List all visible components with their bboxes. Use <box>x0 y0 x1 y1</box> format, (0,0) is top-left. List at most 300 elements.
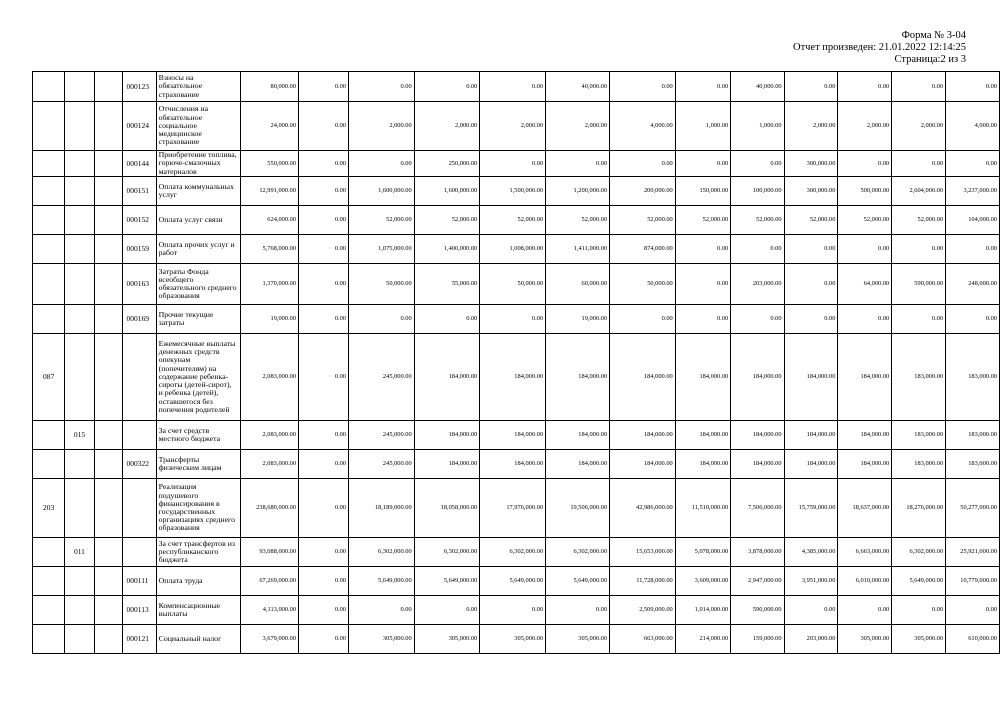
amount-cell: 1,008,000.00 <box>480 235 546 264</box>
amount-cell: 1,411,000.00 <box>546 235 610 264</box>
amount-cell: 2,000.00 <box>784 102 838 151</box>
amount-cell: 3,878,000.00 <box>731 538 784 567</box>
item-name-cell: Реализация подушевого финансирования в государственных организациях среднего образования <box>156 479 240 538</box>
amount-cell: 0.00 <box>784 72 838 102</box>
amount-cell: 0.00 <box>299 450 349 479</box>
amount-cell: 64,000.00 <box>838 264 892 305</box>
amount-cell: 0.00 <box>349 72 415 102</box>
amount-cell: 6,302,000.00 <box>349 538 415 567</box>
specifics-code-cell: 000151 <box>123 177 156 206</box>
item-name-cell: За счет средств местного бюджета <box>156 421 240 450</box>
subprogram-code-cell <box>65 305 95 334</box>
amount-cell: 2,509,000.00 <box>610 596 676 625</box>
item-name-cell: Затраты Фонда всеобщего обязательного среднего образования <box>156 264 240 305</box>
amount-cell: 0.00 <box>946 305 1000 334</box>
amount-cell: 0.00 <box>675 305 730 334</box>
table-row <box>33 102 1000 151</box>
program-code-cell <box>33 567 65 596</box>
amount-cell: 0.00 <box>784 264 838 305</box>
amount-cell: 0.00 <box>299 596 349 625</box>
amount-cell: 5,649,000.00 <box>480 567 546 596</box>
amount-cell: 0.00 <box>299 206 349 235</box>
amount-cell: 80,000.00 <box>240 72 299 102</box>
amount-cell: 52,000.00 <box>480 206 546 235</box>
amount-cell: 40,000.00 <box>546 72 610 102</box>
amount-cell: 2,083,000.00 <box>240 421 299 450</box>
item-name-cell: Отчисления на обязательное социальное медицинское страхование <box>156 102 240 151</box>
amount-cell: 184,000.00 <box>838 450 892 479</box>
amount-cell: 2,083,000.00 <box>240 450 299 479</box>
amount-cell: 184,000.00 <box>414 450 480 479</box>
amount-cell: 2,000.00 <box>892 102 946 151</box>
amount-cell: 183,000.00 <box>892 421 946 450</box>
amount-cell: 18,189,000.00 <box>349 479 415 538</box>
empty-cell <box>94 596 123 625</box>
amount-cell: 10,779,000.00 <box>946 567 1000 596</box>
amount-cell: 52,000.00 <box>349 206 415 235</box>
subprogram-code-cell <box>65 264 95 305</box>
specifics-code-cell <box>123 479 156 538</box>
item-name-cell: Социальный налог <box>156 625 240 654</box>
amount-cell: 1,600,000.00 <box>414 177 480 206</box>
amount-cell: 25,921,000.00 <box>946 538 1000 567</box>
amount-cell: 50,000.00 <box>480 264 546 305</box>
amount-cell: 1,500,000.00 <box>480 177 546 206</box>
amount-cell: 183,000.00 <box>946 334 1000 421</box>
amount-cell: 184,000.00 <box>414 334 480 421</box>
program-code-cell <box>33 72 65 102</box>
amount-cell: 18,276,000.00 <box>892 479 946 538</box>
amount-cell: 500,000.00 <box>838 177 892 206</box>
amount-cell: 0.00 <box>546 596 610 625</box>
table-row <box>33 567 1000 596</box>
amount-cell: 184,000.00 <box>546 334 610 421</box>
table-row <box>33 264 1000 305</box>
amount-cell: 0.00 <box>480 305 546 334</box>
table-row <box>33 479 1000 538</box>
amount-cell: 0.00 <box>610 151 676 177</box>
amount-cell: 0.00 <box>299 305 349 334</box>
amount-cell: 5,649,000.00 <box>546 567 610 596</box>
item-name-cell: Оплата услуг связи <box>156 206 240 235</box>
empty-cell <box>94 450 123 479</box>
amount-cell: 0.00 <box>299 72 349 102</box>
amount-cell: 52,000.00 <box>784 206 838 235</box>
amount-cell: 663,000.00 <box>610 625 676 654</box>
amount-cell: 3,609,000.00 <box>675 567 730 596</box>
amount-cell: 0.00 <box>349 596 415 625</box>
amount-cell: 214,000.00 <box>675 625 730 654</box>
amount-cell: 42,986,000.00 <box>610 479 676 538</box>
amount-cell: 19,000.00 <box>546 305 610 334</box>
amount-cell: 184,000.00 <box>731 334 784 421</box>
amount-cell: 1,400,000.00 <box>414 235 480 264</box>
amount-cell: 50,000.00 <box>349 264 415 305</box>
amount-cell: 1,200,000.00 <box>546 177 610 206</box>
specifics-code-cell: 000124 <box>123 102 156 151</box>
amount-cell: 0.00 <box>946 596 1000 625</box>
amount-cell: 0.00 <box>299 567 349 596</box>
specifics-code-cell <box>123 421 156 450</box>
subprogram-code-cell: 015 <box>65 421 95 450</box>
amount-cell: 4,113,000.00 <box>240 596 299 625</box>
table-row <box>33 596 1000 625</box>
amount-cell: 60,000.00 <box>546 264 610 305</box>
amount-cell: 0.00 <box>838 596 892 625</box>
amount-cell: 0.00 <box>731 305 784 334</box>
amount-cell: 0.00 <box>299 177 349 206</box>
amount-cell: 184,000.00 <box>784 421 838 450</box>
amount-cell: 183,000.00 <box>892 334 946 421</box>
amount-cell: 12,991,000.00 <box>240 177 299 206</box>
subprogram-code-cell <box>65 334 95 421</box>
report-timestamp: Отчет произведен: 21.01.2022 12:14:25 <box>792 42 966 53</box>
amount-cell: 0.00 <box>784 235 838 264</box>
amount-cell: 0.00 <box>480 596 546 625</box>
amount-cell: 1,370,000.00 <box>240 264 299 305</box>
subprogram-code-cell <box>65 72 95 102</box>
budget-table <box>32 71 1000 654</box>
amount-cell: 6,010,000.00 <box>838 567 892 596</box>
amount-cell: 15,653,000.00 <box>610 538 676 567</box>
table-row <box>33 151 1000 177</box>
amount-cell: 184,000.00 <box>731 450 784 479</box>
amount-cell: 0.00 <box>299 334 349 421</box>
amount-cell: 305,000.00 <box>892 625 946 654</box>
empty-cell <box>94 177 123 206</box>
amount-cell: 19,000.00 <box>240 305 299 334</box>
amount-cell: 1,000.00 <box>675 102 730 151</box>
empty-cell <box>94 102 123 151</box>
amount-cell: 6,663,000.00 <box>838 538 892 567</box>
amount-cell: 4,000.00 <box>610 102 676 151</box>
amount-cell: 590,000.00 <box>731 596 784 625</box>
amount-cell: 550,000.00 <box>240 151 299 177</box>
item-name-cell: Компенсационные выплаты <box>156 596 240 625</box>
amount-cell: 0.00 <box>784 305 838 334</box>
amount-cell: 245,000.00 <box>349 450 415 479</box>
amount-cell: 0.00 <box>299 264 349 305</box>
amount-cell: 184,000.00 <box>731 421 784 450</box>
amount-cell: 874,000.00 <box>610 235 676 264</box>
amount-cell: 52,000.00 <box>546 206 610 235</box>
table-row <box>33 235 1000 264</box>
page-indicator: Страница:2 из 3 <box>894 54 966 65</box>
amount-cell: 24,000.00 <box>240 102 299 151</box>
subprogram-code-cell <box>65 151 95 177</box>
subprogram-code-cell <box>65 235 95 264</box>
program-code-cell <box>33 305 65 334</box>
amount-cell: 52,000.00 <box>675 206 730 235</box>
subprogram-code-cell: 011 <box>65 538 95 567</box>
amount-cell: 0.00 <box>731 235 784 264</box>
amount-cell: 305,000.00 <box>546 625 610 654</box>
amount-cell: 0.00 <box>675 264 730 305</box>
subprogram-code-cell <box>65 450 95 479</box>
amount-cell: 2,000.00 <box>480 102 546 151</box>
amount-cell: 0.00 <box>299 538 349 567</box>
amount-cell: 52,000.00 <box>731 206 784 235</box>
amount-cell: 40,000.00 <box>731 72 784 102</box>
specifics-code-cell: 000322 <box>123 450 156 479</box>
amount-cell: 184,000.00 <box>610 450 676 479</box>
amount-cell: 203,000.00 <box>731 264 784 305</box>
amount-cell: 104,000.00 <box>946 206 1000 235</box>
table-row <box>33 421 1000 450</box>
amount-cell: 245,000.00 <box>349 334 415 421</box>
table-row <box>33 450 1000 479</box>
table-row <box>33 538 1000 567</box>
amount-cell: 0.00 <box>784 596 838 625</box>
amount-cell: 0.00 <box>731 151 784 177</box>
amount-cell: 184,000.00 <box>480 334 546 421</box>
specifics-code-cell <box>123 334 156 421</box>
amount-cell: 184,000.00 <box>838 334 892 421</box>
amount-cell: 0.00 <box>610 72 676 102</box>
amount-cell: 184,000.00 <box>675 450 730 479</box>
amount-cell: 0.00 <box>946 151 1000 177</box>
amount-cell: 0.00 <box>299 235 349 264</box>
amount-cell: 0.00 <box>838 72 892 102</box>
amount-cell: 11,728,000.00 <box>610 567 676 596</box>
program-code-cell <box>33 177 65 206</box>
amount-cell: 0.00 <box>480 72 546 102</box>
amount-cell: 1,000.00 <box>731 102 784 151</box>
empty-cell <box>94 305 123 334</box>
amount-cell: 6,302,000.00 <box>480 538 546 567</box>
item-name-cell: Оплата прочих услуг и работ <box>156 235 240 264</box>
program-code-cell: 087 <box>33 334 65 421</box>
program-code-cell: 203 <box>33 479 65 538</box>
amount-cell: 2,947,000.00 <box>731 567 784 596</box>
subprogram-code-cell <box>65 102 95 151</box>
amount-cell: 2,083,000.00 <box>240 334 299 421</box>
amount-cell: 18,058,000.00 <box>414 479 480 538</box>
amount-cell: 200,000.00 <box>610 177 676 206</box>
amount-cell: 0.00 <box>675 72 730 102</box>
specifics-code-cell: 000152 <box>123 206 156 235</box>
amount-cell: 183,000.00 <box>946 450 1000 479</box>
amount-cell: 203,000.00 <box>784 625 838 654</box>
amount-cell: 52,000.00 <box>610 206 676 235</box>
specifics-code-cell: 000113 <box>123 596 156 625</box>
amount-cell: 3,237,000.00 <box>946 177 1000 206</box>
item-name-cell: Прочие текущие затраты <box>156 305 240 334</box>
amount-cell: 50,000.00 <box>610 264 676 305</box>
program-code-cell <box>33 102 65 151</box>
amount-cell: 184,000.00 <box>414 421 480 450</box>
amount-cell: 300,000.00 <box>784 151 838 177</box>
amount-cell: 0.00 <box>414 72 480 102</box>
empty-cell <box>94 264 123 305</box>
item-name-cell: Взносы на обязательное страхование <box>156 72 240 102</box>
amount-cell: 624,000.00 <box>240 206 299 235</box>
amount-cell: 11,510,000.00 <box>675 479 730 538</box>
amount-cell: 184,000.00 <box>610 421 676 450</box>
amount-cell: 52,000.00 <box>414 206 480 235</box>
subprogram-code-cell <box>65 596 95 625</box>
program-code-cell <box>33 421 65 450</box>
amount-cell: 184,000.00 <box>675 421 730 450</box>
amount-cell: 52,000.00 <box>892 206 946 235</box>
amount-cell: 7,506,000.00 <box>731 479 784 538</box>
amount-cell: 0.00 <box>299 151 349 177</box>
amount-cell: 184,000.00 <box>675 334 730 421</box>
amount-cell: 4,385,000.00 <box>784 538 838 567</box>
amount-cell: 150,000.00 <box>675 177 730 206</box>
amount-cell: 2,000.00 <box>546 102 610 151</box>
amount-cell: 17,976,000.00 <box>480 479 546 538</box>
amount-cell: 5,768,000.00 <box>240 235 299 264</box>
program-code-cell <box>33 625 65 654</box>
amount-cell: 0.00 <box>946 235 1000 264</box>
amount-cell: 250,000.00 <box>414 151 480 177</box>
empty-cell <box>94 479 123 538</box>
amount-cell: 305,000.00 <box>414 625 480 654</box>
amount-cell: 183,000.00 <box>892 450 946 479</box>
amount-cell: 19,506,000.00 <box>546 479 610 538</box>
subprogram-code-cell <box>65 479 95 538</box>
amount-cell: 55,000.00 <box>414 264 480 305</box>
amount-cell: 0.00 <box>892 596 946 625</box>
specifics-code-cell: 000159 <box>123 235 156 264</box>
amount-cell: 0.00 <box>946 72 1000 102</box>
amount-cell: 610,000.00 <box>946 625 1000 654</box>
program-code-cell <box>33 264 65 305</box>
empty-cell <box>94 625 123 654</box>
amount-cell: 0.00 <box>414 305 480 334</box>
amount-cell: 2,604,000.00 <box>892 177 946 206</box>
amount-cell: 5,078,000.00 <box>675 538 730 567</box>
specifics-code-cell: 000169 <box>123 305 156 334</box>
amount-cell: 0.00 <box>299 625 349 654</box>
amount-cell: 2,000.00 <box>414 102 480 151</box>
program-code-cell <box>33 151 65 177</box>
amount-cell: 305,000.00 <box>480 625 546 654</box>
specifics-code-cell: 000144 <box>123 151 156 177</box>
amount-cell: 0.00 <box>892 72 946 102</box>
empty-cell <box>94 206 123 235</box>
amount-cell: 590,000.00 <box>892 264 946 305</box>
amount-cell: 184,000.00 <box>480 450 546 479</box>
amount-cell: 1,600,000.00 <box>349 177 415 206</box>
amount-cell: 0.00 <box>892 151 946 177</box>
amount-cell: 1,075,000.00 <box>349 235 415 264</box>
table-row <box>33 177 1000 206</box>
subprogram-code-cell <box>65 567 95 596</box>
amount-cell: 184,000.00 <box>610 334 676 421</box>
program-code-cell <box>33 206 65 235</box>
amount-cell: 52,000.00 <box>838 206 892 235</box>
specifics-code-cell: 000123 <box>123 72 156 102</box>
empty-cell <box>94 151 123 177</box>
amount-cell: 5,649,000.00 <box>892 567 946 596</box>
specifics-code-cell: 000111 <box>123 567 156 596</box>
amount-cell: 6,302,000.00 <box>892 538 946 567</box>
form-number: Форма № 3-04 <box>901 30 966 41</box>
amount-cell: 100,000.00 <box>731 177 784 206</box>
empty-cell <box>94 334 123 421</box>
amount-cell: 0.00 <box>892 305 946 334</box>
amount-cell: 184,000.00 <box>838 421 892 450</box>
subprogram-code-cell <box>65 625 95 654</box>
amount-cell: 0.00 <box>610 305 676 334</box>
program-code-cell <box>33 538 65 567</box>
amount-cell: 5,649,000.00 <box>414 567 480 596</box>
amount-cell: 0.00 <box>675 151 730 177</box>
specifics-code-cell <box>123 538 156 567</box>
amount-cell: 0.00 <box>675 235 730 264</box>
empty-cell <box>94 235 123 264</box>
program-code-cell <box>33 235 65 264</box>
amount-cell: 159,000.00 <box>731 625 784 654</box>
amount-cell: 0.00 <box>892 235 946 264</box>
program-code-cell <box>33 596 65 625</box>
amount-cell: 0.00 <box>349 151 415 177</box>
amount-cell: 248,000.00 <box>946 264 1000 305</box>
table-row <box>33 625 1000 654</box>
amount-cell: 50,277,000.00 <box>946 479 1000 538</box>
specifics-code-cell: 000163 <box>123 264 156 305</box>
table-row <box>33 72 1000 102</box>
amount-cell: 93,088,000.00 <box>240 538 299 567</box>
amount-cell: 0.00 <box>546 151 610 177</box>
amount-cell: 0.00 <box>299 102 349 151</box>
amount-cell: 0.00 <box>349 305 415 334</box>
empty-cell <box>94 72 123 102</box>
item-name-cell: Оплата коммунальных услуг <box>156 177 240 206</box>
amount-cell: 0.00 <box>299 479 349 538</box>
subprogram-code-cell <box>65 206 95 235</box>
amount-cell: 0.00 <box>299 421 349 450</box>
subprogram-code-cell <box>65 177 95 206</box>
amount-cell: 0.00 <box>838 151 892 177</box>
amount-cell: 67,269,000.00 <box>240 567 299 596</box>
amount-cell: 6,302,000.00 <box>546 538 610 567</box>
amount-cell: 2,000.00 <box>838 102 892 151</box>
amount-cell: 184,000.00 <box>546 421 610 450</box>
amount-cell: 305,000.00 <box>349 625 415 654</box>
amount-cell: 3,951,000.00 <box>784 567 838 596</box>
program-code-cell <box>33 450 65 479</box>
table-row <box>33 206 1000 235</box>
amount-cell: 184,000.00 <box>546 450 610 479</box>
amount-cell: 245,000.00 <box>349 421 415 450</box>
amount-cell: 184,000.00 <box>784 334 838 421</box>
amount-cell: 238,680,000.00 <box>240 479 299 538</box>
item-name-cell: Оплата труда <box>156 567 240 596</box>
amount-cell: 184,000.00 <box>480 421 546 450</box>
amount-cell: 0.00 <box>480 151 546 177</box>
amount-cell: 4,000.00 <box>946 102 1000 151</box>
amount-cell: 6,302,000.00 <box>414 538 480 567</box>
item-name-cell: За счет трансфертов из республиканского бюджета <box>156 538 240 567</box>
amount-cell: 305,000.00 <box>838 625 892 654</box>
amount-cell: 5,649,000.00 <box>349 567 415 596</box>
item-name-cell: Ежемесячные выплаты денежных средств опекунам (попечителям) на содержание ребенка-сироты (детей-сирот), и ребенка (детей), оставшегося без попечения родителей <box>156 334 240 421</box>
item-name-cell: Приобретение топлива, горюче-смазочных материалов <box>156 151 240 177</box>
amount-cell: 2,000.00 <box>349 102 415 151</box>
amount-cell: 300,000.00 <box>784 177 838 206</box>
item-name-cell: Трансферты физическим лицам <box>156 450 240 479</box>
amount-cell: 183,000.00 <box>946 421 1000 450</box>
amount-cell: 0.00 <box>838 235 892 264</box>
table-row <box>33 305 1000 334</box>
empty-cell <box>94 567 123 596</box>
amount-cell: 0.00 <box>838 305 892 334</box>
specifics-code-cell: 000121 <box>123 625 156 654</box>
empty-cell <box>94 421 123 450</box>
